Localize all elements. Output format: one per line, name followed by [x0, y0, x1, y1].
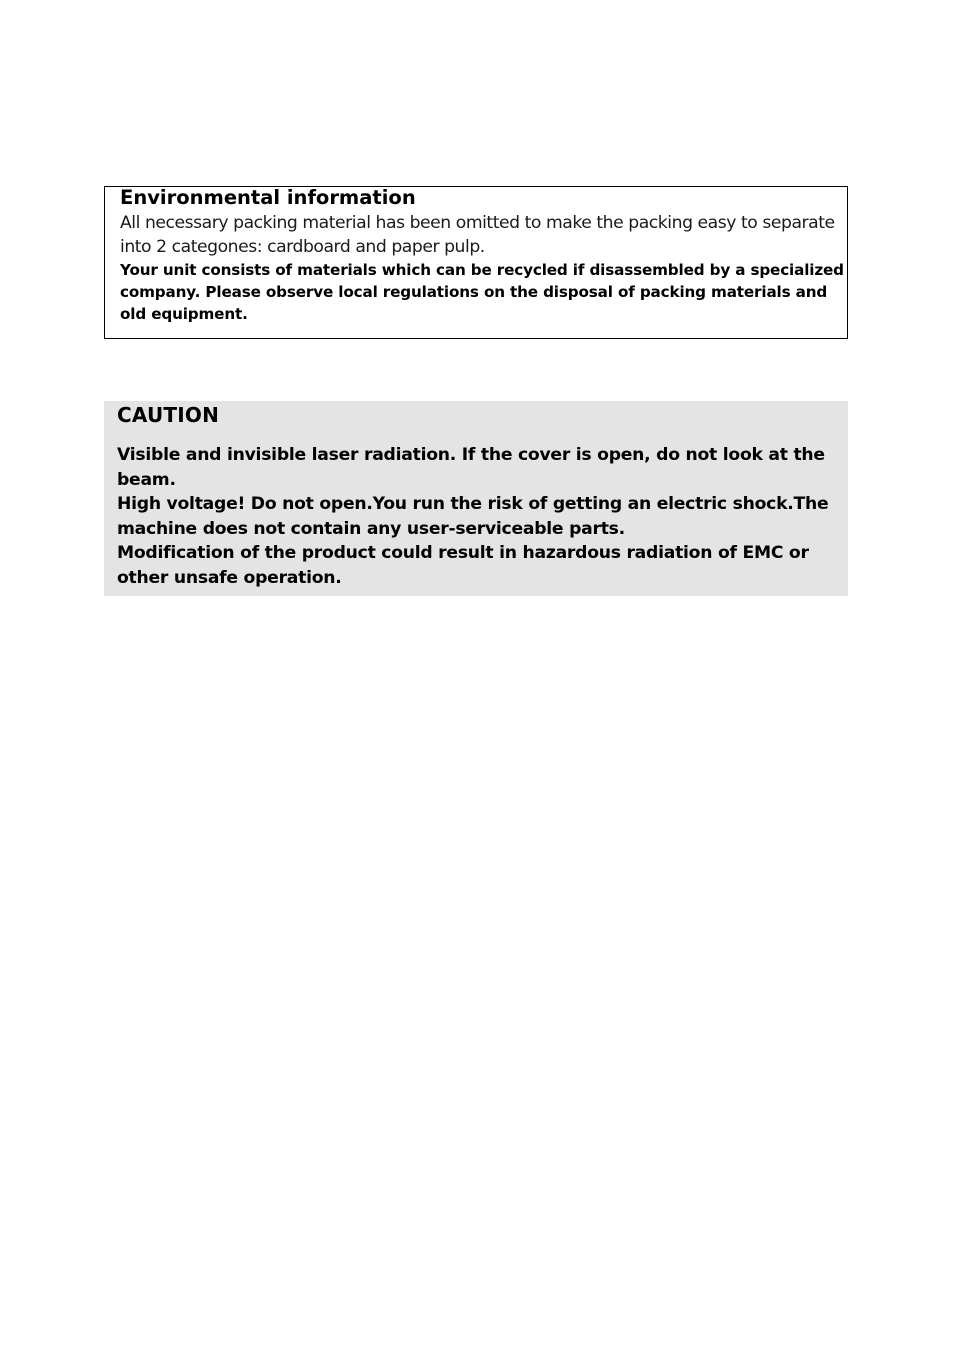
- caution-laser-warning: Visible and invisible laser radiation. If the cover is open, do not look at the beam.: [117, 445, 825, 490]
- caution-high-voltage-warning: High voltage! Do not open.You run the risk of getting an electric shock.The machine does not contain any user-serviceable parts.: [117, 494, 829, 539]
- environmental-recycling-notice: Your unit consists of materials which can be recycled if disassembled by a specialized company. Please observe local regulations on the disposal of packing materials and old equipment.: [120, 261, 844, 323]
- caution-warnings: [117, 443, 845, 590]
- caution-box: [104, 401, 848, 596]
- environmental-info-body: All necessary packing material has been omitted to make the packing easy to separate into 2 categones: cardboard and paper pulp.: [120, 213, 835, 257]
- caution-modification-warning: Modification of the product could result in hazardous radiation of EMC or other unsafe operation.: [117, 543, 809, 588]
- environmental-info-box: [104, 186, 848, 339]
- environmental-info-title: Environmental information: [120, 186, 416, 209]
- caution-title: CAUTION: [117, 403, 220, 427]
